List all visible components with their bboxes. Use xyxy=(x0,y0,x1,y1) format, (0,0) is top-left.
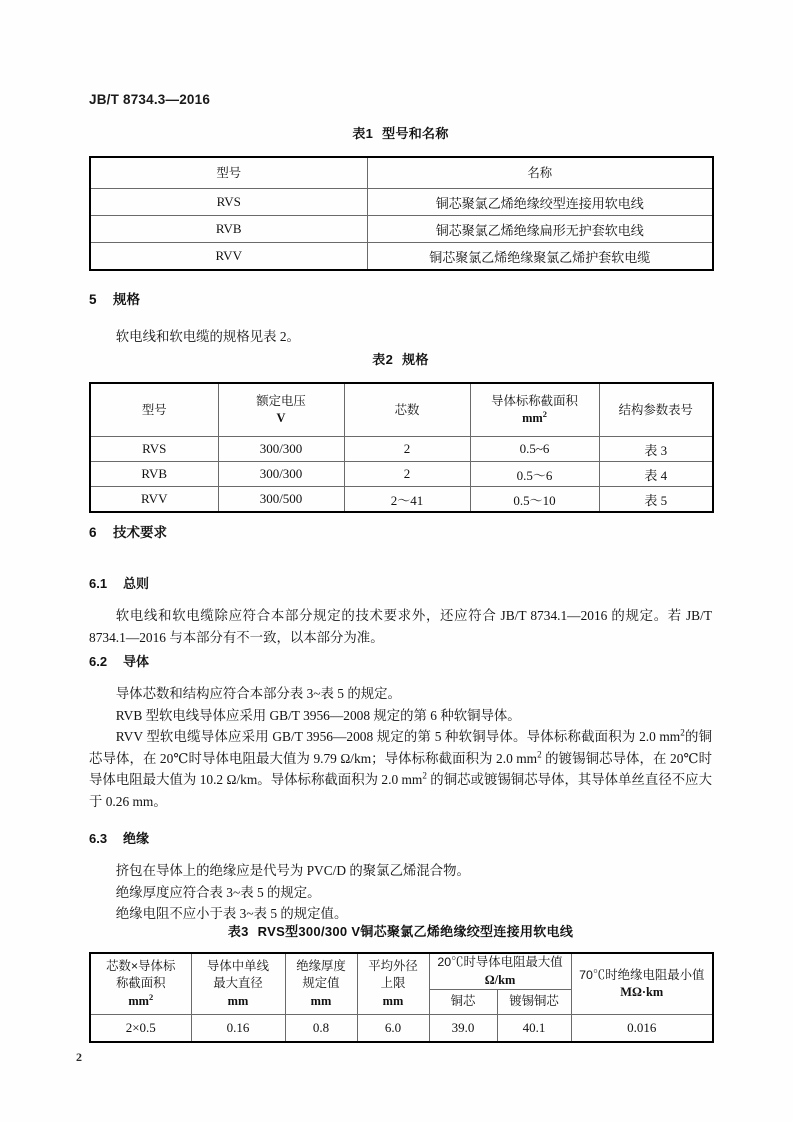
table3-header-avg-od xyxy=(357,953,429,1015)
table-row xyxy=(90,437,713,462)
section6-heading-block xyxy=(89,521,712,541)
table3-r0-c6: 0.016 xyxy=(571,1015,713,1043)
table2-caption xyxy=(89,349,712,368)
table3-header-wire-dia-l2: 最大直径 xyxy=(213,976,263,991)
table2-header-area-line1: 导体标称截面积 xyxy=(491,394,578,408)
table3-header-tinned-copper: 镀锡铜芯 xyxy=(497,990,571,1015)
section61-block xyxy=(89,573,712,648)
section6-title: 技术要求 xyxy=(113,525,167,540)
table3-r0-c1: 0.16 xyxy=(191,1015,285,1043)
table2-r2-c4: 表 5 xyxy=(599,487,713,513)
table3-r0-c4: 39.0 xyxy=(429,1015,497,1043)
table2-r1-c4: 表 4 xyxy=(599,462,713,487)
section62-number: 6.2 xyxy=(89,654,108,669)
section5-block xyxy=(89,288,712,348)
table3-r0-c2: 0.8 xyxy=(285,1015,357,1043)
table2-r2-c3: 0.5～10 xyxy=(470,487,599,513)
table1-r2-c1: 铜芯聚氯乙烯绝缘聚氯乙烯护套软电缆 xyxy=(367,243,713,271)
table1-r0-c1: 铜芯聚氯乙烯绝缘绞型连接用软电线 xyxy=(367,189,713,216)
table3-area-unit-sup: 2 xyxy=(148,991,154,1002)
table2-r1-c0: RVB xyxy=(90,462,218,487)
table3-header-insul-thick xyxy=(285,953,357,1015)
section61-number: 6.1 xyxy=(89,576,108,591)
table2-header-area xyxy=(470,383,599,437)
table1-caption-title: 型号和名称 xyxy=(382,126,449,141)
table2-block xyxy=(89,349,712,513)
section63-paragraph3: 绝缘电阻不应小于表 3~表 5 的规定值。 xyxy=(115,906,348,921)
section5-title: 规格 xyxy=(113,292,140,307)
table3-area-unit-base: mm xyxy=(128,993,149,1008)
table3-header-insul-thick-l2: 规定值 xyxy=(302,976,340,991)
table1-r0-c0: RVS xyxy=(90,189,367,216)
table3-header-row-1 xyxy=(90,953,713,990)
table2-header-struct: 结构参数表号 xyxy=(599,383,713,437)
table2-caption-title: 规格 xyxy=(402,352,429,367)
section62-paragraph3 xyxy=(89,726,712,812)
section62-paragraph2: RVB 型软电线导体应采用 GB/T 3956—2008 规定的第 6 种软铜导体。 xyxy=(115,707,521,723)
table2-caption-label: 表2 xyxy=(372,352,394,367)
section62-block xyxy=(89,651,712,812)
table3-header-resistance-l1: 20℃时导体电阻最大值 xyxy=(437,955,563,969)
table2-r0-c1: 300/300 xyxy=(218,437,344,462)
table1-header-name: 名称 xyxy=(367,157,713,189)
table2-header-area-unit xyxy=(522,408,547,425)
table3-header-area-l2: 称截面积 xyxy=(115,976,166,991)
section5-paragraph: 软电线和软电缆的规格见表 2。 xyxy=(115,329,300,344)
section6-number: 6 xyxy=(89,525,97,540)
section63-heading xyxy=(89,828,712,847)
table3-header-avg-od-l1: 平均外径 xyxy=(368,958,418,973)
table1-r1-c0: RVB xyxy=(90,216,367,243)
section63-title: 绝缘 xyxy=(123,831,150,846)
table3-r0-c3: 6.0 xyxy=(357,1015,429,1043)
table3-header-area-l1: 芯数×导体标 xyxy=(106,958,176,973)
section63-block xyxy=(89,828,712,925)
table2-header-model: 型号 xyxy=(90,383,218,437)
table3-caption-label: 表3 xyxy=(227,924,249,939)
table2-r1-c3: 0.5～6 xyxy=(470,462,599,487)
table1-r2-c0: RVV xyxy=(90,243,367,271)
table3-header-wire-dia-unit: mm xyxy=(227,993,249,1008)
table3-r0-c0: 2×0.5 xyxy=(90,1015,191,1043)
table2-header-cores: 芯数 xyxy=(344,383,470,437)
table2-r1-c2: 2 xyxy=(344,462,470,487)
table3 xyxy=(89,952,714,1043)
section62-p3-sup2: 2 xyxy=(537,749,542,760)
section62-title: 导体 xyxy=(123,654,150,669)
table2-r0-c3: 0.5~6 xyxy=(470,437,599,462)
table3-caption-title: RVS型300/300 V铜芯聚氯乙烯绝缘绞型连接用软电线 xyxy=(257,924,574,939)
table-row xyxy=(90,487,713,513)
table2-area-unit-base: mm xyxy=(522,411,543,425)
table2-r1-c1: 300/300 xyxy=(218,462,344,487)
table3-header-insul-resistance xyxy=(571,953,713,1015)
section61-title: 总则 xyxy=(123,576,150,591)
section63-paragraph2: 绝缘厚度应符合表 3~表 5 的规定。 xyxy=(115,884,321,900)
section62-p3-sup1: 2 xyxy=(680,727,685,738)
table2-r0-c2: 2 xyxy=(344,437,470,462)
table1-r1-c1: 铜芯聚氯乙烯绝缘扁形无护套软电线 xyxy=(367,216,713,243)
table3-header-insul-thick-l1: 绝缘厚度 xyxy=(296,958,346,973)
table3-header-wire-dia xyxy=(191,953,285,1015)
table3-header-avg-od-l2: 上限 xyxy=(380,976,406,991)
table2-r2-c0: RVV xyxy=(90,487,218,513)
table1-caption-label: 表1 xyxy=(352,126,374,141)
section61-paragraph: 软电线和软电缆除应符合本部分规定的技术要求外，还应符合 JB/T 8734.1—2016 的规定。若 JB/T 8734.1—2016 与本部分有不一致，以本部分为准。 xyxy=(89,608,712,645)
section62-p3-part-c: 的镀锡铜芯导体，在 20℃时导体电阻最大值为 10.2 Ω/km。导体标称截面积为 2.0 mm xyxy=(89,750,712,787)
table2-r0-c4: 表 3 xyxy=(599,437,713,462)
section63-number: 6.3 xyxy=(89,831,108,846)
table3-header-copper: 铜芯 xyxy=(429,990,497,1015)
table-row xyxy=(90,216,713,243)
table1-block xyxy=(89,123,712,271)
table3-header-insul-res-l1: 70℃时绝缘电阻最小值 xyxy=(579,967,705,982)
running-header: JB/T 8734.3—2016 xyxy=(89,92,211,107)
table2-area-unit-sup: 2 xyxy=(542,408,547,419)
table3-header-resistance-unit: Ω/km xyxy=(484,972,516,987)
table1-header-row xyxy=(90,157,713,189)
table-row xyxy=(90,1015,713,1043)
table2-r2-c1: 300/500 xyxy=(218,487,344,513)
table2 xyxy=(89,382,714,513)
table3-header-insul-res-unit: MΩ·km xyxy=(620,985,664,999)
table3-r0-c5: 40.1 xyxy=(497,1015,571,1043)
table1-caption xyxy=(89,123,712,142)
section5-heading xyxy=(89,288,712,308)
table-row xyxy=(90,462,713,487)
section62-paragraph1: 导体芯数和结构应符合本部分表 3~表 5 的规定。 xyxy=(115,686,401,701)
table2-header-voltage-unit: V xyxy=(276,411,286,425)
table3-block xyxy=(89,921,712,1043)
section62-heading xyxy=(89,651,712,670)
table3-header-area xyxy=(90,953,191,1015)
section62-p3-part-a: RVV 型软电缆导体应采用 GB/T 3956—2008 规定的第 5 种软铜导体。导体标称截面积为 2.0 mm xyxy=(115,729,681,744)
table2-header-row xyxy=(90,383,713,437)
table2-r0-c0: RVS xyxy=(90,437,218,462)
table1-header-model: 型号 xyxy=(90,157,367,189)
table3-header-wire-dia-l1: 导体中单线 xyxy=(207,958,269,973)
table3-caption xyxy=(89,921,712,940)
section62-p3-part-d: 的铜芯或镀锡铜芯导体，其导体单丝直径不应大于 0.26 mm。 xyxy=(89,772,712,809)
table-row xyxy=(90,243,713,271)
table2-header-voltage xyxy=(218,383,344,437)
table2-r2-c2: 2～41 xyxy=(344,487,470,513)
table3-header-resistance-group xyxy=(429,953,571,990)
table3-header-area-unit xyxy=(128,991,154,1008)
section62-p3-part-b: 的铜芯导体，在 20℃时导体电阻最大值为 9.79 Ω/km；导体标称截面积为 2.0 mm xyxy=(89,729,712,766)
table3-header-insul-thick-unit: mm xyxy=(310,993,332,1008)
page-number: 2 xyxy=(76,1050,82,1064)
section62-p3-sup3: 2 xyxy=(422,770,427,781)
table3-header-avg-od-unit: mm xyxy=(382,993,404,1008)
table2-header-voltage-line1: 额定电压 xyxy=(256,394,306,408)
section63-paragraph1: 挤包在导体上的绝缘应是代号为 PVC/D 的聚氯乙烯混合物。 xyxy=(115,863,470,878)
section5-number: 5 xyxy=(89,292,97,307)
table-row xyxy=(90,189,713,216)
section6-heading xyxy=(89,521,712,541)
table1 xyxy=(89,156,714,271)
section61-heading xyxy=(89,573,712,592)
